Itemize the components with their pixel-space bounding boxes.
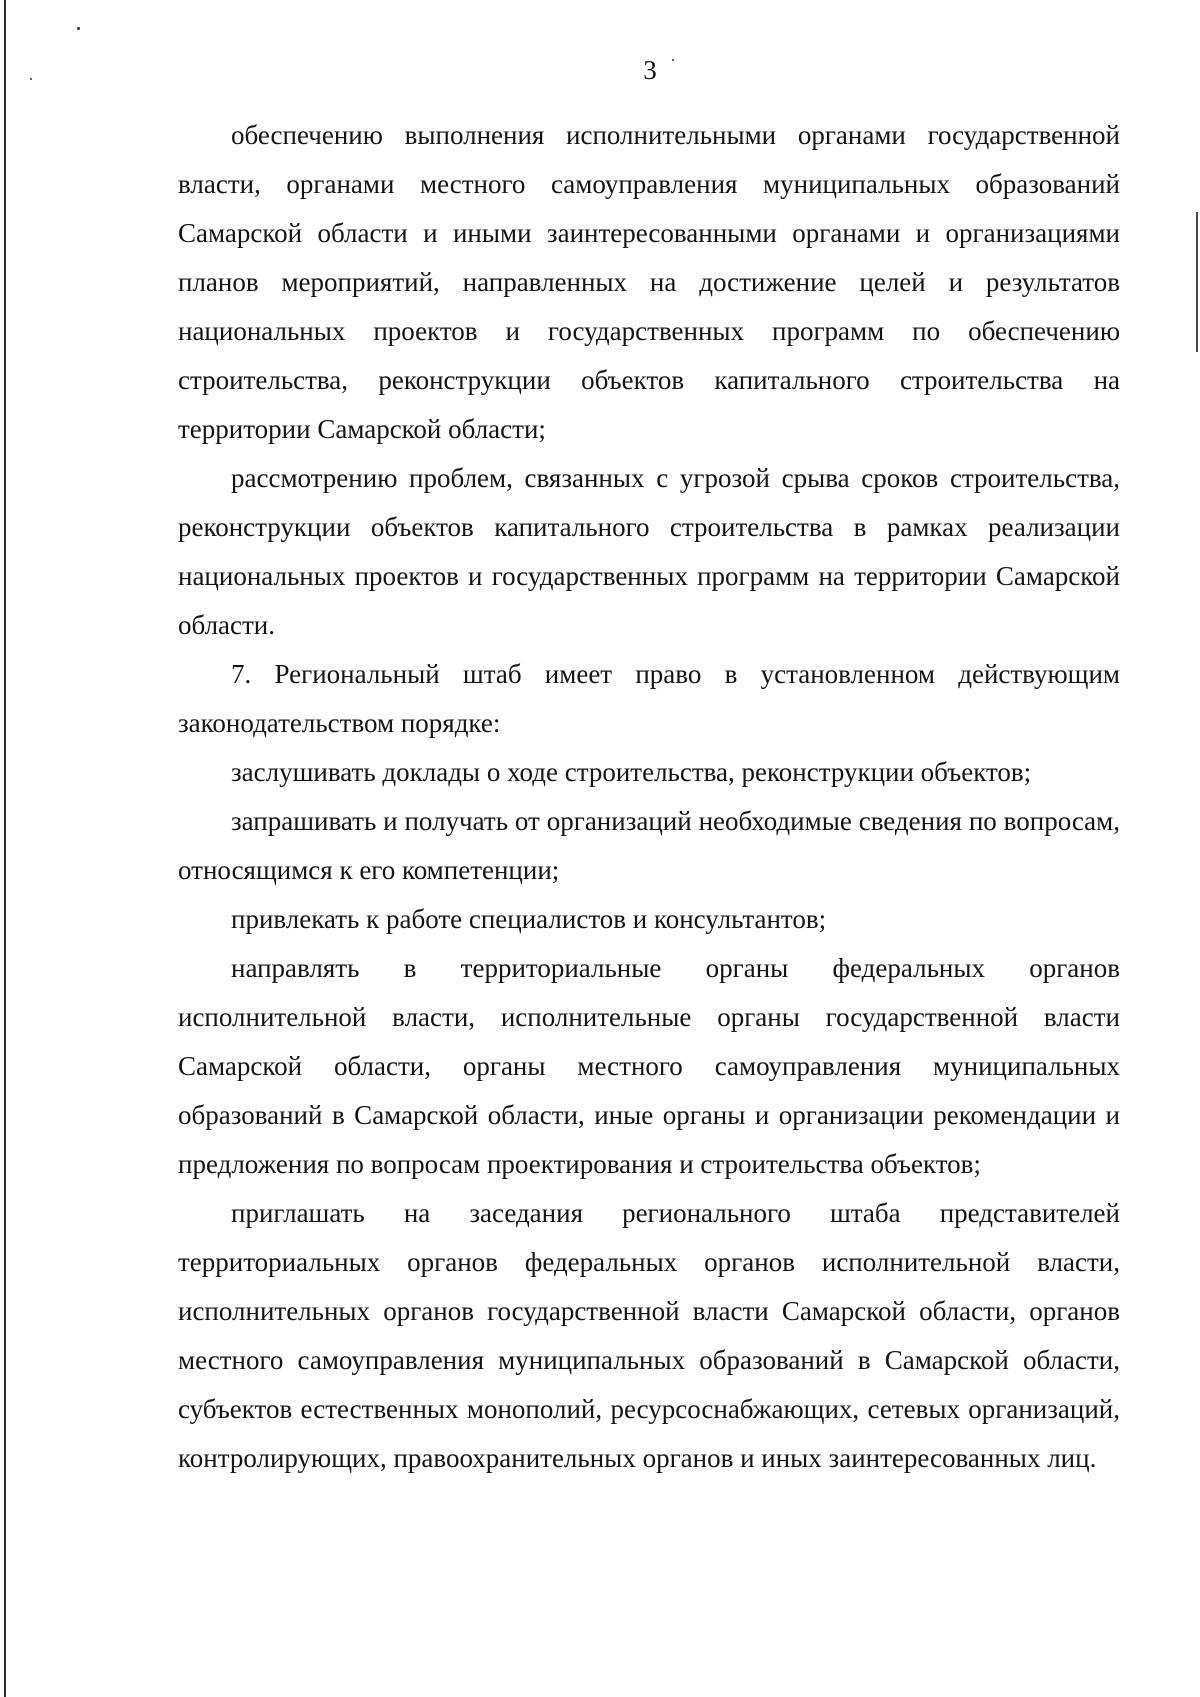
paragraph-request-information: запрашивать и получать от организаций необходимые сведения по вопросам, относящимся к его компетенции; <box>178 806 1120 885</box>
paragraph-item-7-rights: 7. Региональный штаб имеет право в установленном действующим законодательством порядке: <box>178 659 1120 738</box>
paragraph-send-recommendations: направлять в территориальные органы федеральных органов исполнительной власти, исполнительные органы государственной власти Самарской области, органы местного самоуправления муниципальных образований в Самарской области, иные органы и организации рекомендации и предложения по вопросам проектирования и строительства объектов; <box>178 953 1120 1179</box>
paragraph-considering-problems: рассмотрению проблем, связанных с угрозой срыва сроков строительства, реконструкции объектов капитального строительства в рамках реализации национальных проектов и государственных программ на территории Самарской области. <box>178 463 1120 640</box>
document-body <box>178 111 1120 1483</box>
paragraph-engage-specialists: привлекать к работе специалистов и консультантов; <box>231 904 827 934</box>
page-number: 3 <box>643 55 657 85</box>
scan-edge-right <box>1196 212 1198 352</box>
scan-edge-left <box>4 0 6 1697</box>
paragraph-invite-representatives: приглашать на заседания регионального штаба представителей территориальных органов федеральных органов исполнительной власти, исполнительных органов государственной власти Самарской области, органов местного самоуправления муниципальных образований в Самарской области, субъектов естественных монополий, ресурсоснабжающих, сетевых организаций, контролирующих, правоохранительных органов и иных заинтересованных лиц. <box>178 1198 1120 1473</box>
paragraph-hear-reports: заслушивать доклады о ходе строительства, реконструкции объектов; <box>231 757 1032 787</box>
paragraph-ensuring-plans: обеспечению выполнения исполнительными органами государственной власти, органами местного самоуправления муниципальных образований Самарской области и иными заинтересованными органами и организациями планов мероприятий, направленных на достижение целей и результатов национальных проектов и государственных программ по обеспечению строительства, реконструкции объектов капитального строительства на территории Самарской области; <box>178 120 1120 444</box>
scan-speck <box>77 27 80 30</box>
